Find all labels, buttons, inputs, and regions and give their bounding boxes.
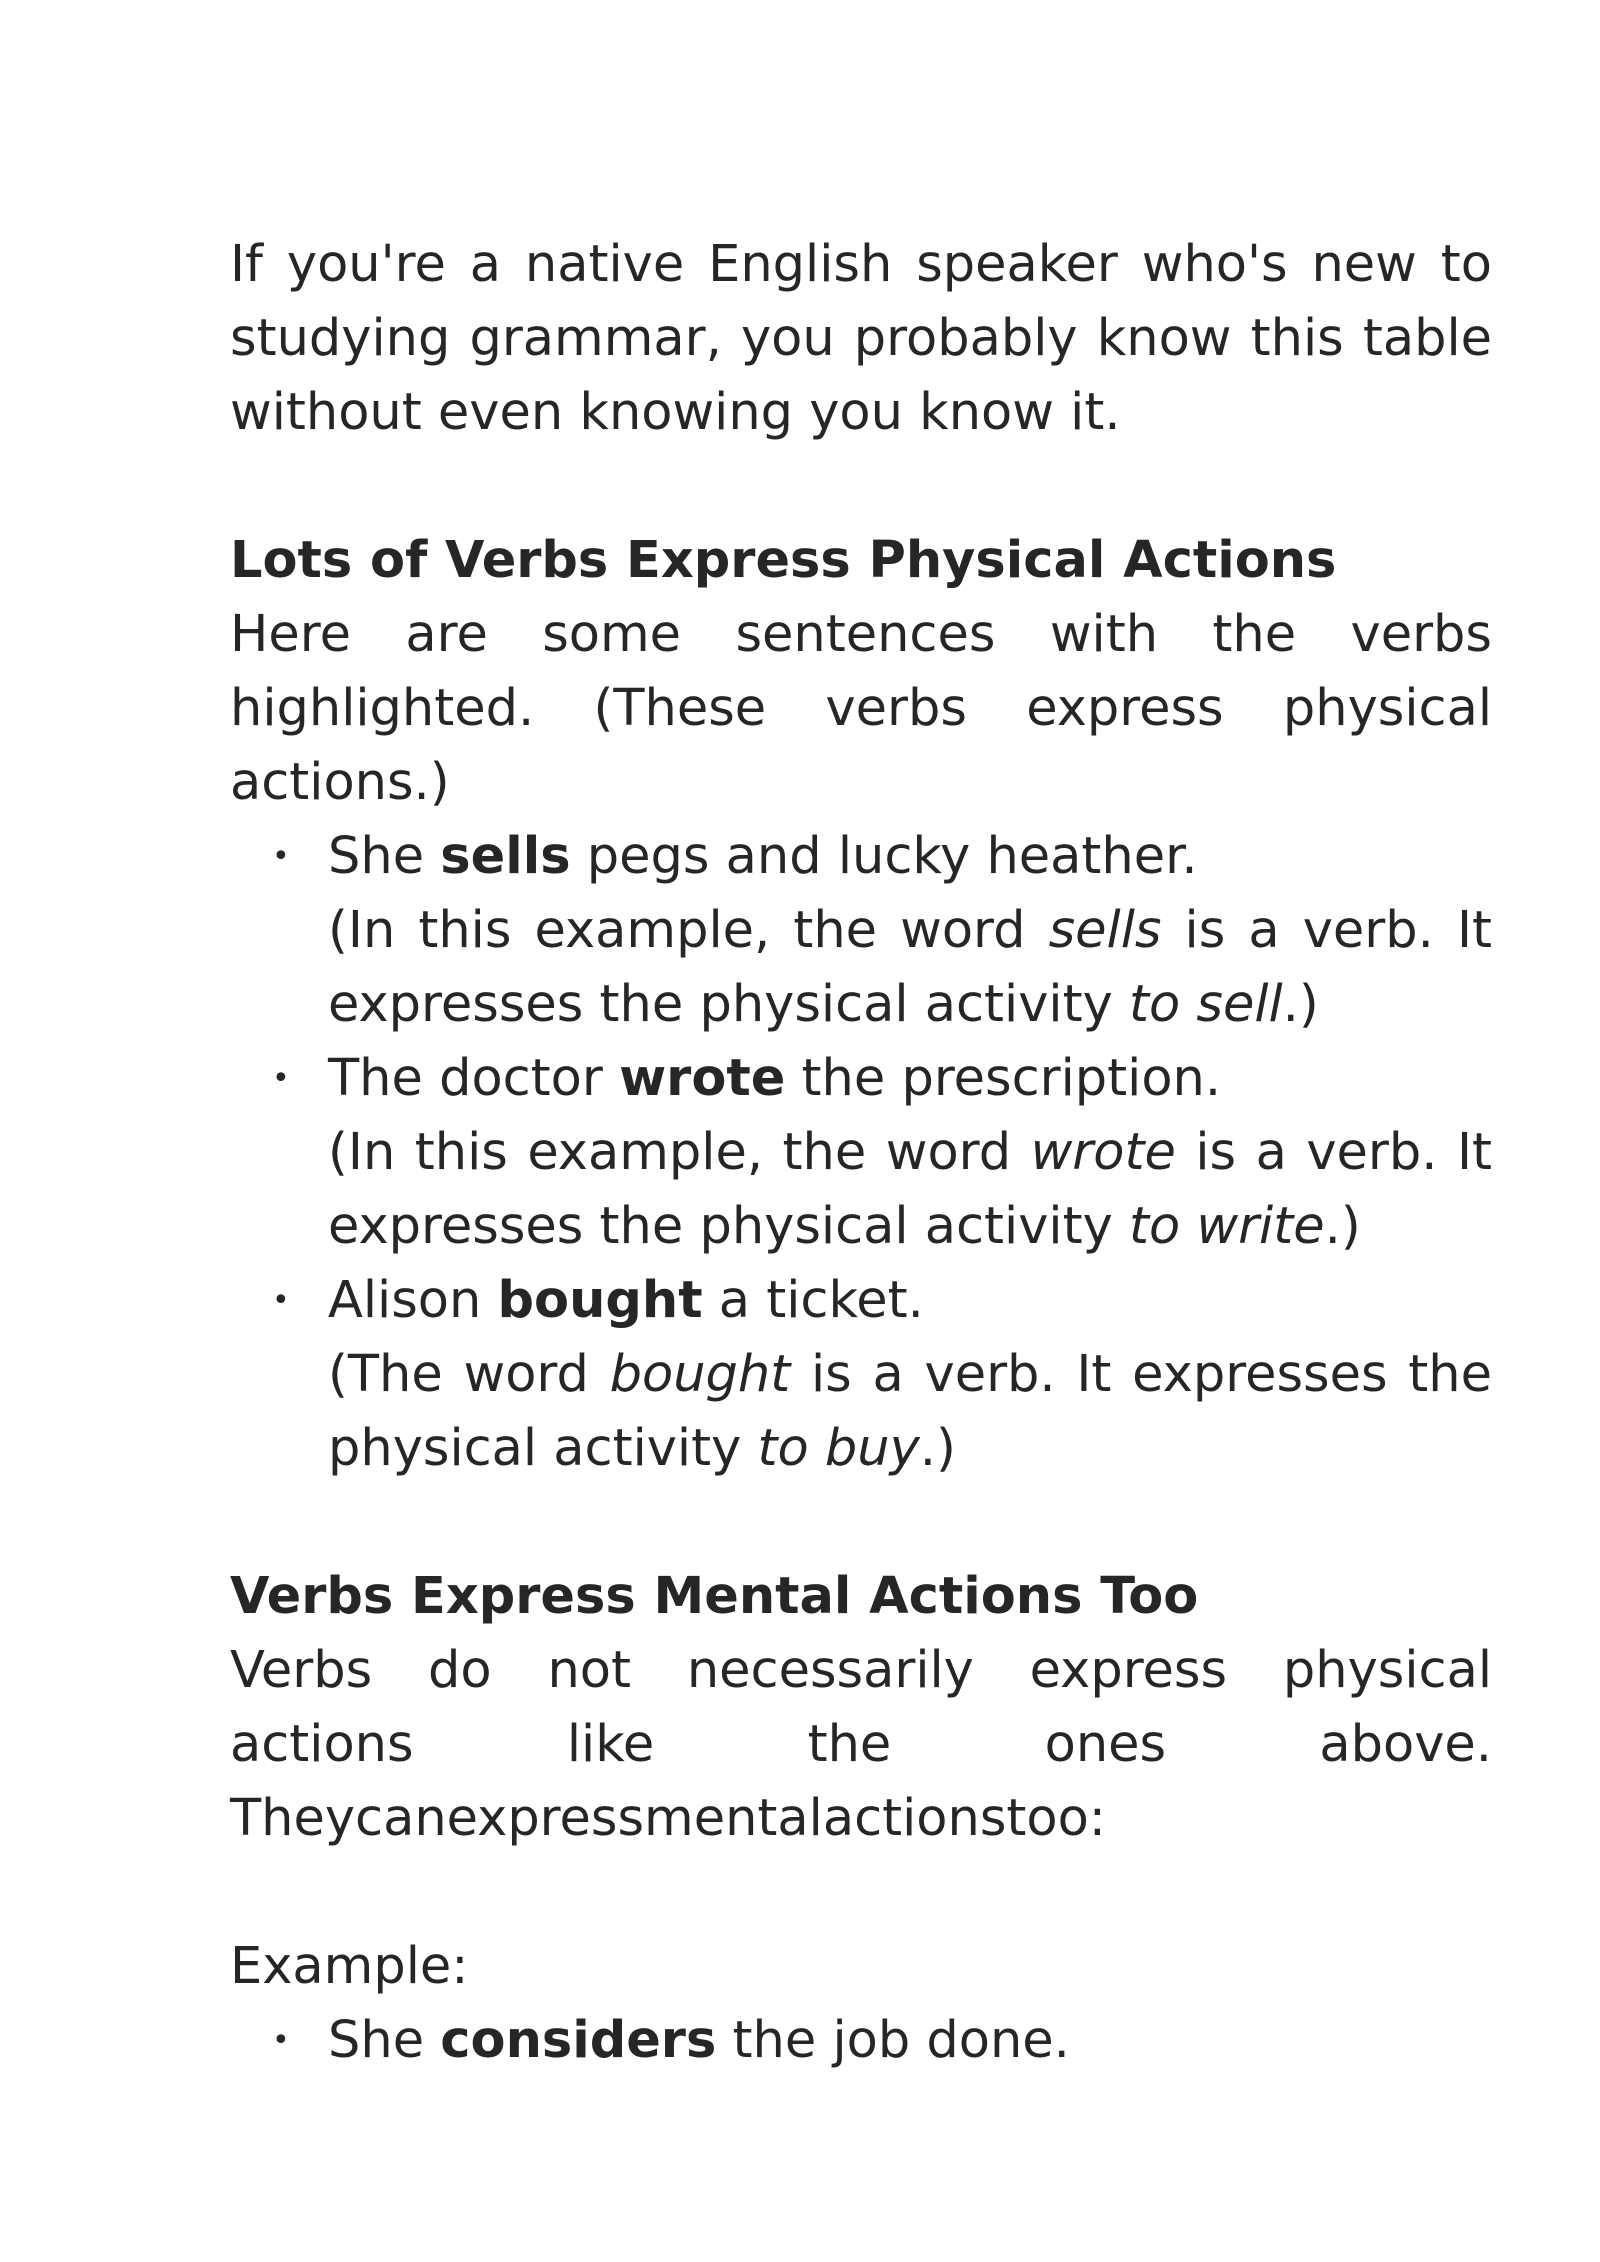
verb-highlight: considers xyxy=(440,2011,717,2070)
example-label: Example: xyxy=(230,1937,469,1996)
bullet-icon: • xyxy=(272,2023,290,2058)
mental-examples-list xyxy=(230,2004,1492,2078)
infinitive-italic: to sell xyxy=(1128,975,1283,1034)
physical-examples-list xyxy=(230,820,1492,1486)
section-heading-mental: Verbs Express Mental Actions Too xyxy=(230,1567,1199,1626)
verb-italic: sells xyxy=(1048,901,1162,960)
example-sentence: She sells pegs and lucky heather. xyxy=(328,827,1198,886)
example-sentence: She considers the job done. xyxy=(328,2011,1070,2070)
infinitive-italic: to buy xyxy=(757,1419,920,1478)
verb-italic: wrote xyxy=(1030,1123,1176,1182)
section-lead-mental: Verbs do not necessarily express physical actions like the ones above. Theycanexpressmentalactionstoo: xyxy=(230,1641,1492,1848)
list-item xyxy=(272,820,1492,1042)
intro-paragraph: If you're a native English speaker who's new to studying grammar, you probably know this table without even knowing you know it. xyxy=(230,235,1492,442)
verb-italic: bought xyxy=(609,1345,791,1404)
example-note: (In this example, the word sells is a verb. It expresses the physical activity to sell.) xyxy=(328,901,1492,1034)
section-heading-physical: Lots of Verbs Express Physical Actions xyxy=(230,531,1337,590)
verb-highlight: sells xyxy=(440,827,571,886)
example-note: (The word bought is a verb. It expresses the physical activity to buy.) xyxy=(328,1345,1492,1478)
bullet-icon: • xyxy=(272,839,290,874)
bullet-icon: • xyxy=(272,1061,290,1096)
document-page xyxy=(230,228,1492,2078)
example-sentence: Alison bought a ticket. xyxy=(328,1271,924,1330)
bullet-icon: • xyxy=(272,1283,290,1318)
verb-highlight: wrote xyxy=(619,1049,786,1108)
section-lead-physical: Here are some sentences with the verbs highlighted. (These verbs express physical actions.) xyxy=(230,605,1492,812)
example-note: (In this example, the word wrote is a verb. It expresses the physical activity to write.) xyxy=(328,1123,1492,1256)
list-item xyxy=(272,1042,1492,1264)
list-item xyxy=(272,2004,1492,2078)
infinitive-italic: to write xyxy=(1128,1197,1325,1256)
example-sentence: The doctor wrote the prescription. xyxy=(328,1049,1222,1108)
list-item xyxy=(272,1264,1492,1486)
verb-highlight: bought xyxy=(497,1271,703,1330)
spacer xyxy=(230,1856,1492,1930)
